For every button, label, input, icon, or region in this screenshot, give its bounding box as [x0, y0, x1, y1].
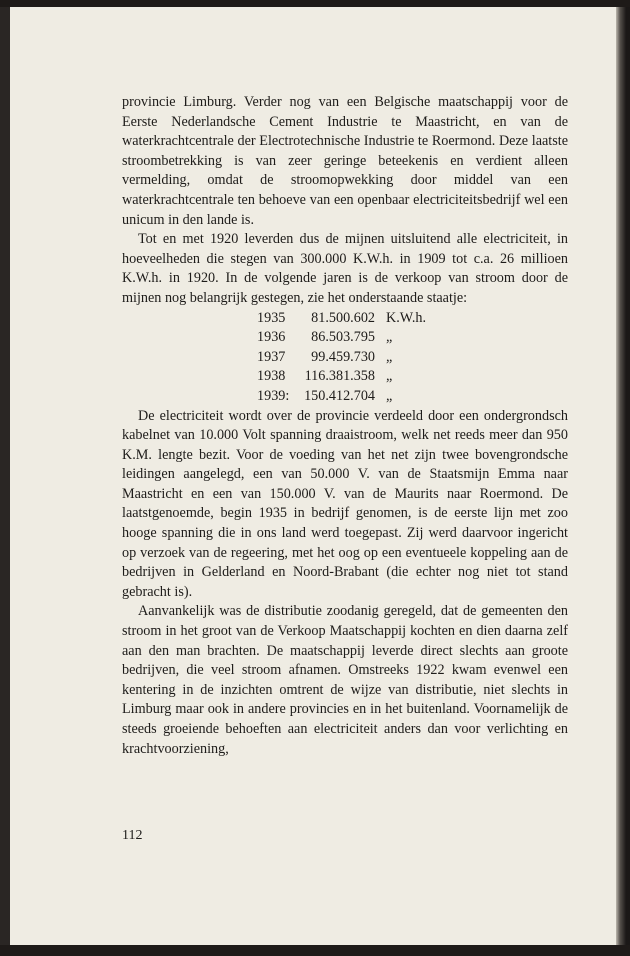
- table-unit: „: [386, 329, 393, 346]
- table-row: [122, 348, 568, 368]
- table-year: 1938: [257, 368, 286, 385]
- page-number: 112: [122, 828, 143, 843]
- table-unit: K.W.h.: [386, 309, 427, 326]
- paragraph-4: Aanvankelijk was de distributie zoodanig geregeld, dat de gemeenten den stroom in het groot van de Verkoop Maatschappij kochten en dien daarna zelf aan den man brachten. De maatschappij leverde direct slechts aan groote bedrijven, die veel stroom afnamen. Omstreeks 1922 kwam evenwel een kentering in de inzichten omtrent de wijze van distributie, niet slechts in Limburg maar ook in andere provincies en in het buitenland. Voornamelijk de steeds groeiende behoeften aan electriciteit anders dan voor verlichting en krachtvoorziening,: [122, 603, 568, 757]
- table-row: [122, 387, 568, 407]
- page-body: [122, 93, 568, 759]
- paragraph-2: Tot en met 1920 leverden dus de mijnen uitsluitend alle electriciteit, in hoeveelheden die stegen van 300.000 K.W.h. in 1909 tot c.a. 26 millioen K.W.h. in 1920. In de volgende jaren is de verkoop van stroom door de mijnen nog belangrijk gestegen, zie het onderstaande staatje:: [122, 231, 568, 306]
- table-year: 1936: [257, 329, 286, 346]
- table-year: 1937: [257, 348, 286, 365]
- table-value: 116.381.358: [304, 368, 375, 385]
- table-row: [122, 328, 568, 348]
- table-row: [122, 309, 568, 329]
- table-value: 150.412.704: [304, 387, 375, 404]
- paragraph-1: provincie Limburg. Verder nog van een Belgische maatschappij voor de Eerste Nederlandsche Cement Industrie te Maastricht, en van de waterkrachtcentrale der Electrotechnische Industrie te Roermond. Deze laatste stroombetrekking is van zeer geringe beteekenis en verdient alleen vermelding, omdat de stroomopwekking door middel van een waterkrachtcentrale ten behoeve van een openbaar electriciteitsbedrijf wel een unicum in den lande is.: [122, 94, 568, 228]
- table-value: 81.500.602: [311, 309, 375, 326]
- table-value: 99.459.730: [311, 348, 375, 365]
- paragraph-3: De electriciteit wordt over de provincie verdeeld door een ondergrondsch kabelnet van 10.000 Volt spanning draaistroom, welk net reeds meer dan 950 K.M. lengte bezit. Voor de voeding van het net zijn twee bovengrondsche leidingen aangelegd, een van 50.000 V. van de Staatsmijn Emma naar Maastricht en een van 150.000 V. van de Maurits naar Roermond. De laatstgenoemde, begin 1935 in bedrijf genomen, is de eerste lijn met zoo hooge spanning die in ons land werd toegepast. Zij werd daarvoor ingericht op verzoek van de regeering, met het oog op een eventueele koppeling aan de bedrijven in Gelderland en Noord-Brabant (die echter nog niet tot stand gebracht is).: [122, 407, 568, 600]
- table-unit: „: [386, 348, 393, 365]
- table-unit: „: [386, 387, 393, 404]
- book-spine-edge: [616, 7, 630, 945]
- table-year: 1935: [257, 309, 286, 326]
- scan-border-top: [0, 0, 630, 7]
- table-row: [122, 367, 568, 387]
- table-year: 1939:: [257, 387, 290, 404]
- scan-border-bottom: [0, 945, 630, 956]
- electricity-sales-table: [122, 309, 568, 407]
- table-unit: „: [386, 368, 393, 385]
- table-value: 86.503.795: [311, 329, 375, 346]
